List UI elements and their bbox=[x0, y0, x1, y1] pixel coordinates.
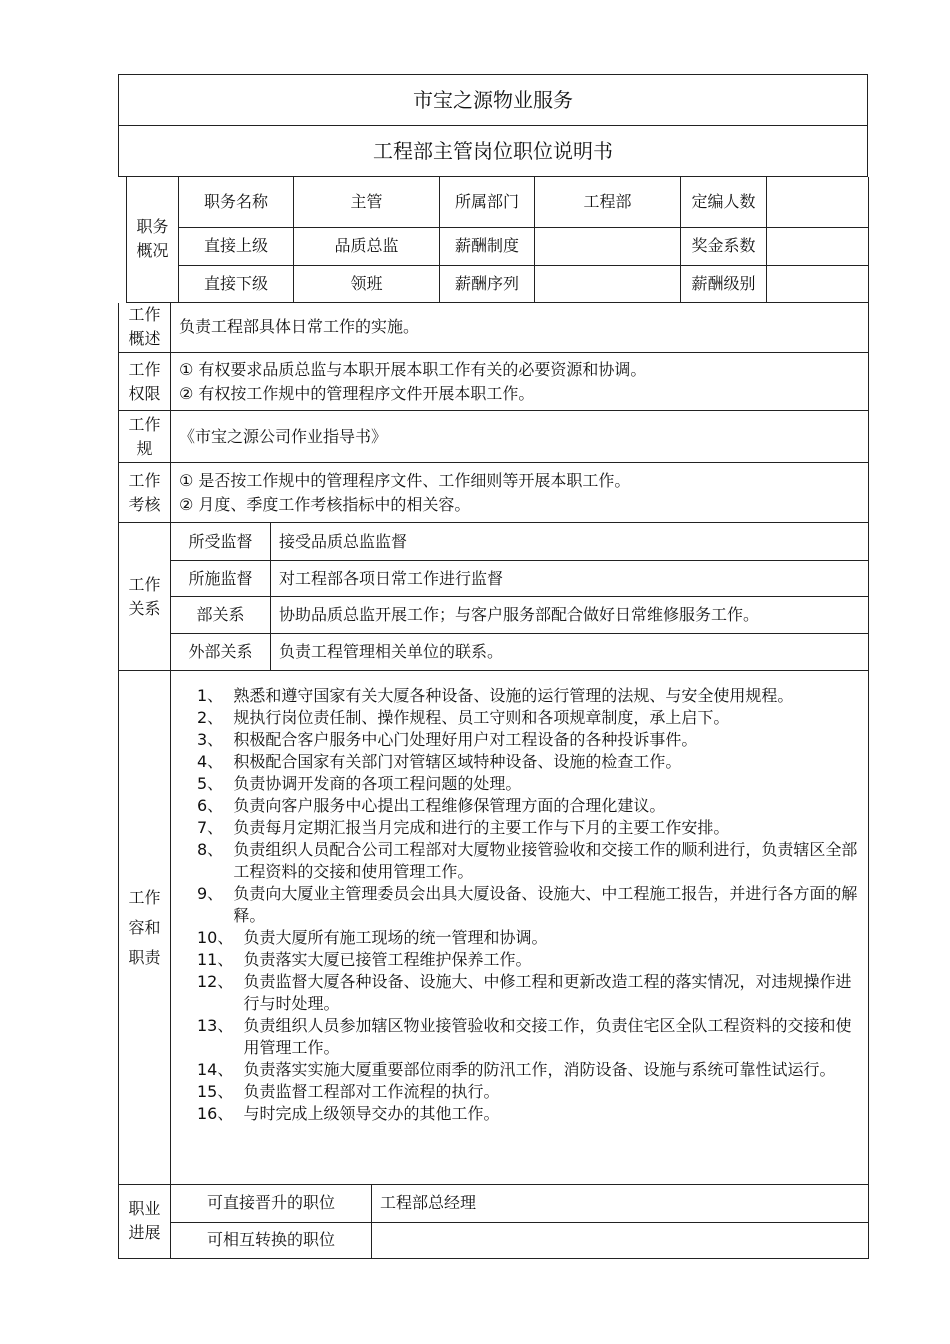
rules-text: 《市宝之源公司作业指导书》 bbox=[171, 411, 869, 463]
duty-item bbox=[197, 1015, 860, 1059]
authority-line: ① 有权要求品质总监与本职开展本职工作有关的必要资源和协调。 bbox=[179, 359, 647, 379]
duty-number: 6、 bbox=[197, 796, 234, 815]
duty-item bbox=[197, 839, 860, 883]
relation-type: 所施监督 bbox=[171, 561, 271, 597]
career-type: 可直接晋升的职位 bbox=[171, 1185, 372, 1222]
duty-number: 11、 bbox=[197, 950, 244, 969]
field-label-bonus-coefficient: 奖金系数 bbox=[681, 227, 767, 265]
relation-type: 部关系 bbox=[171, 597, 271, 634]
duty-number: 2、 bbox=[197, 708, 234, 727]
field-label-salary-sequence: 薪酬序列 bbox=[440, 265, 535, 302]
field-label-salary-level: 薪酬级别 bbox=[681, 265, 767, 302]
assessment-line: ① 是否按工作规中的管理程序文件、工作细则等开展本职工作。 bbox=[179, 470, 631, 490]
field-value-position: 主管 bbox=[294, 177, 440, 227]
duty-number: 12、 bbox=[197, 972, 244, 991]
summary-text: 负责工程部具体日常工作的实施。 bbox=[171, 303, 869, 353]
duty-text: 负责落实实施大厦重要部位雨季的防汛工作，消防设备、设施与系统可靠性试运行。 bbox=[243, 1060, 836, 1079]
duty-number: 1、 bbox=[197, 686, 234, 705]
duty-number: 8、 bbox=[197, 840, 234, 859]
rules-label: 工作 规 bbox=[119, 411, 171, 463]
field-label-headcount: 定编人数 bbox=[681, 177, 767, 227]
field-value-salary-system bbox=[535, 227, 681, 265]
career-value bbox=[372, 1222, 869, 1258]
duty-number: 5、 bbox=[197, 774, 234, 793]
duty-number: 10、 bbox=[197, 928, 244, 947]
duty-item bbox=[197, 685, 860, 707]
company-name: 市宝之源物业服务 bbox=[119, 75, 868, 126]
field-value-department: 工程部 bbox=[535, 177, 681, 227]
duty-item bbox=[197, 1059, 860, 1081]
assessment-label: 工作 考核 bbox=[119, 463, 171, 523]
duty-number: 14、 bbox=[197, 1060, 244, 1079]
duty-text: 负责大厦所有施工现场的统一管理和协调。 bbox=[243, 928, 548, 947]
career-type: 可相互转换的职位 bbox=[171, 1222, 372, 1258]
duty-item bbox=[197, 1103, 860, 1125]
relation-type: 所受监督 bbox=[171, 523, 271, 561]
duty-item bbox=[197, 751, 860, 773]
duty-text: 积极配合国家有关部门对管辖区域特种设备、设施的检查工作。 bbox=[233, 752, 682, 771]
document-title: 工程部主管岗位职位说明书 bbox=[119, 126, 868, 177]
duty-text: 熟悉和遵守国家有关大厦各种设备、设施的运行管理的法规、与安全使用规程。 bbox=[233, 686, 794, 705]
relation-value: 协助品质总监开展工作；与客户服务部配合做好日常维修服务工作。 bbox=[271, 597, 869, 634]
field-label-position: 职务名称 bbox=[179, 177, 294, 227]
duty-item bbox=[197, 971, 860, 1015]
duty-item bbox=[197, 795, 860, 817]
assessment-line: ② 月度、季度工作考核指标中的相关容。 bbox=[179, 494, 471, 514]
sections-table bbox=[118, 303, 869, 1186]
duty-item bbox=[197, 707, 860, 729]
duty-item bbox=[197, 773, 860, 795]
field-value-salary-level bbox=[767, 265, 869, 302]
duty-text: 负责协调开发商的各项工程问题的处理。 bbox=[233, 774, 522, 793]
duty-number: 3、 bbox=[197, 730, 234, 749]
field-value-subordinate: 领班 bbox=[294, 265, 440, 302]
duty-number: 4、 bbox=[197, 752, 234, 771]
relation-value: 负责工程管理相关单位的联系。 bbox=[271, 634, 869, 671]
job-description-document bbox=[118, 74, 868, 1259]
career-table bbox=[118, 1185, 869, 1259]
duty-item bbox=[197, 949, 860, 971]
duty-text: 积极配合客户服务中心门处理好用户对工程设备的各种投诉事件。 bbox=[233, 730, 698, 749]
field-label-salary-system: 薪酬制度 bbox=[440, 227, 535, 265]
field-label-subordinate: 直接下级 bbox=[179, 265, 294, 302]
title-table bbox=[118, 74, 868, 177]
overview-section-label: 职务 概况 bbox=[127, 177, 179, 302]
duty-number: 9、 bbox=[197, 884, 234, 903]
duty-text: 负责监督大厦各种设备、设施大、中修工程和更新改造工程的落实情况，对违规操作进行与时处理。 bbox=[243, 972, 852, 1013]
field-value-bonus-coefficient bbox=[767, 227, 869, 265]
duty-item bbox=[197, 1081, 860, 1103]
field-value-salary-sequence bbox=[535, 265, 681, 302]
career-label: 职业 进展 bbox=[119, 1185, 171, 1258]
field-label-superior: 直接上级 bbox=[179, 227, 294, 265]
relation-value: 接受品质总监监督 bbox=[271, 523, 869, 561]
authority-text bbox=[171, 353, 869, 411]
duty-item bbox=[197, 927, 860, 949]
duty-number: 16、 bbox=[197, 1104, 244, 1123]
duty-number: 15、 bbox=[197, 1082, 244, 1101]
relation-type: 外部关系 bbox=[171, 634, 271, 671]
summary-label: 工作 概述 bbox=[119, 303, 171, 353]
authority-line: ② 有权按工作规中的管理程序文件开展本职工作。 bbox=[179, 383, 535, 403]
duties-cell bbox=[171, 671, 869, 1185]
duties-list bbox=[171, 671, 868, 1149]
duty-text: 负责组织人员参加辖区物业接管验收和交接工作，负责住宅区全队工程资料的交接和使用管理工作。 bbox=[243, 1016, 852, 1057]
duty-text: 负责监督工程部对工作流程的执行。 bbox=[243, 1082, 500, 1101]
duty-number: 7、 bbox=[197, 818, 234, 837]
duty-text: 负责落实大厦已接管工程维护保养工作。 bbox=[243, 950, 532, 969]
field-value-headcount bbox=[767, 177, 869, 227]
overview-table bbox=[126, 177, 869, 303]
duty-text: 负责向客户服务中心提出工程维修保管理方面的合理化建议。 bbox=[233, 796, 666, 815]
assessment-text bbox=[171, 463, 869, 523]
duty-item bbox=[197, 817, 860, 839]
relations-label: 工作 关系 bbox=[119, 523, 171, 671]
duty-text: 规执行岗位责任制、操作规程、员工守则和各项规章制度，承上启下。 bbox=[233, 708, 730, 727]
duty-text: 负责向大厦业主管理委员会出具大厦设备、设施大、中工程施工报告，并进行各方面的解释。 bbox=[233, 884, 858, 925]
field-label-department: 所属部门 bbox=[440, 177, 535, 227]
duty-text: 负责每月定期汇报当月完成和进行的主要工作与下月的主要工作安排。 bbox=[233, 818, 730, 837]
field-value-superior: 品质总监 bbox=[294, 227, 440, 265]
duties-label: 工作 容和 职责 bbox=[119, 671, 171, 1185]
career-value: 工程部总经理 bbox=[372, 1185, 869, 1222]
relation-value: 对工程部各项日常工作进行监督 bbox=[271, 561, 869, 597]
duty-text: 与时完成上级领导交办的其他工作。 bbox=[243, 1104, 500, 1123]
duty-item bbox=[197, 883, 860, 927]
duty-number: 13、 bbox=[197, 1016, 244, 1035]
authority-label: 工作 权限 bbox=[119, 353, 171, 411]
duty-item bbox=[197, 729, 860, 751]
duty-text: 负责组织人员配合公司工程部对大厦物业接管验收和交接工作的顺利进行，负责辖区全部工程资料的交接和使用管理工作。 bbox=[233, 840, 858, 881]
